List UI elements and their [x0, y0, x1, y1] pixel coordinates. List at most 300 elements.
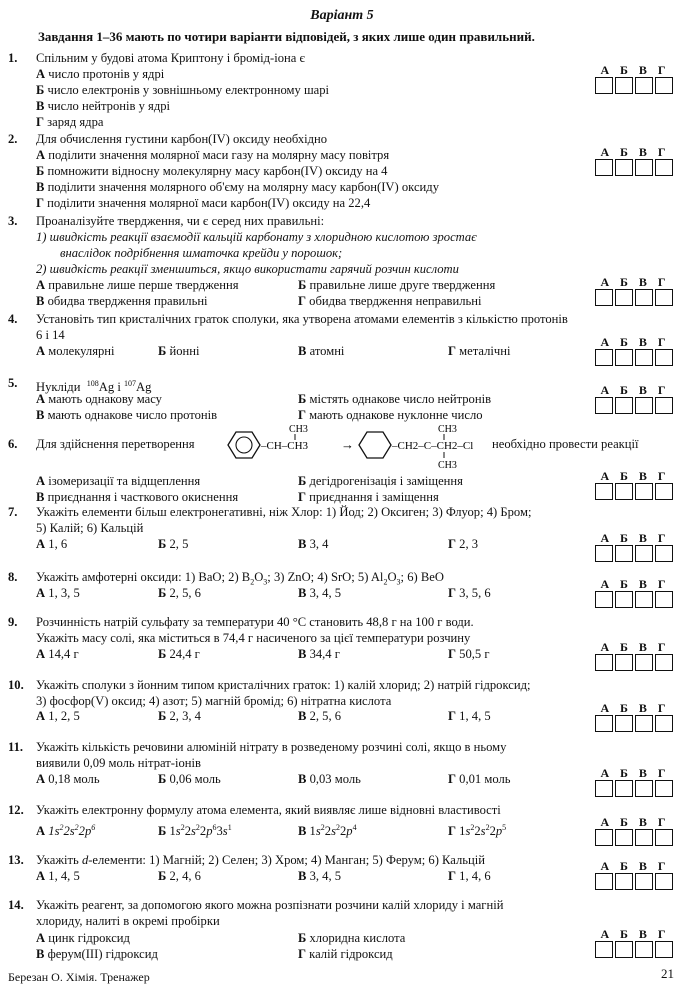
answer-box-a[interactable] — [595, 715, 613, 732]
answer-box-g[interactable] — [655, 873, 673, 890]
answer-box-b[interactable] — [615, 941, 633, 958]
answer-box-g[interactable] — [655, 483, 673, 500]
answer-box-b[interactable] — [615, 77, 633, 94]
option-b — [298, 474, 463, 490]
grid-letter: Б — [620, 766, 628, 780]
option-letter: Б — [36, 83, 45, 97]
option-text: 1, 3, 5 — [48, 586, 80, 600]
answer-box-v[interactable] — [635, 591, 653, 608]
option-b — [298, 931, 405, 947]
answer-box-b[interactable] — [615, 289, 633, 306]
question-number: 5. — [8, 376, 18, 390]
answer-grid-8 — [595, 578, 675, 608]
question-stem-cont: виявили 0,09 моль нітрат-іонів — [36, 756, 201, 770]
option-text: 0,18 моль — [48, 772, 100, 786]
element-symbol: Ag — [98, 380, 115, 395]
grid-letter: А — [600, 577, 610, 591]
option-v: В $1s^22s^22p^4$ — [298, 823, 357, 839]
option-g — [448, 586, 491, 602]
grid-letter: В — [638, 531, 647, 545]
answer-box-g[interactable] — [655, 715, 673, 732]
grid-letter: А — [600, 275, 610, 289]
option-g — [448, 344, 510, 360]
answer-grid-9 — [595, 641, 675, 671]
grid-letter: Г — [657, 531, 666, 545]
option-text: 3, 4, 5 — [309, 869, 342, 883]
option-letter: А — [36, 824, 46, 839]
option-text: хлоридна кислота — [309, 931, 406, 945]
grid-letter: В — [638, 63, 647, 77]
ch3-top-left: CH3 — [289, 424, 308, 435]
grid-letter: Г — [657, 469, 666, 483]
option-letter: В — [298, 709, 307, 723]
answer-box-v[interactable] — [635, 545, 653, 562]
grid-letter: В — [638, 766, 647, 780]
option-text: металічні — [459, 344, 511, 358]
option-v — [298, 772, 361, 788]
option-a — [36, 392, 162, 408]
grid-letter: Б — [620, 859, 628, 873]
option-letter: В — [298, 869, 307, 883]
answer-box-g[interactable] — [655, 654, 673, 671]
option-letter: А — [36, 392, 46, 406]
option-text: 0,06 моль — [169, 772, 221, 786]
answer-box-v[interactable] — [635, 829, 653, 846]
option-letter: Г — [36, 196, 45, 210]
option-letter: В — [298, 647, 307, 661]
option-g — [448, 647, 490, 663]
grid-letter: Г — [657, 640, 666, 654]
ch-chain-left: –CH–CH3 — [261, 440, 309, 452]
question-stem-cont: 3) фосфор(V) оксид; 4) азот; 5) магній бромід; 6) нітратна кислота — [36, 694, 392, 708]
option-text: 2, 5, 6 — [309, 709, 342, 723]
answer-box-b[interactable] — [615, 483, 633, 500]
option-text: число нейтронів у ядрі — [47, 99, 171, 113]
option-text: мають однакове число протонів — [47, 408, 218, 422]
question-number: 2. — [8, 132, 18, 146]
option-b — [36, 83, 329, 99]
answer-box-v[interactable] — [635, 780, 653, 797]
option-text: 2, 3, 4 — [169, 709, 201, 723]
option-letter: Б — [298, 931, 307, 945]
option-letter: В — [298, 586, 307, 600]
grid-letter: В — [638, 577, 647, 591]
option-text: поділити значення молярної маси карбон(IV) оксиду на 22,4 — [47, 196, 371, 210]
question-stem: Укажіть сполуки з йонним типом кристалічних граток: 1) калій хлорид; 2) натрій гідроксид; — [36, 678, 531, 692]
option-letter: В — [36, 99, 45, 113]
option-b — [158, 869, 201, 885]
option-g — [448, 709, 491, 725]
option-a — [36, 931, 130, 947]
answer-box-a[interactable] — [595, 483, 613, 500]
option-text: містять однакове число нейтронів — [309, 392, 492, 406]
option-text: 0,01 моль — [459, 772, 511, 786]
option-letter: Б — [158, 344, 167, 358]
option-letter: Б — [158, 824, 167, 839]
answer-box-b[interactable] — [615, 591, 633, 608]
question-number: 12. — [8, 803, 24, 817]
option-letter: В — [298, 344, 307, 358]
grid-letter: Г — [657, 63, 666, 77]
answer-box-g[interactable] — [655, 349, 673, 366]
answer-box-v[interactable] — [635, 941, 653, 958]
option-letter: В — [36, 490, 45, 504]
answer-box-b[interactable] — [615, 873, 633, 890]
option-text: мають однакове нуклонне число — [309, 408, 483, 422]
grid-letter: Б — [620, 335, 628, 349]
answer-box-a[interactable] — [595, 829, 613, 846]
question-stem: Розчинність натрій сульфату за температури 40 °С становить 48,8 г на 100 г води. — [36, 615, 474, 629]
option-text: 50,5 г — [459, 647, 490, 661]
answer-box-a[interactable] — [595, 289, 613, 306]
option-v — [36, 947, 158, 963]
option-text: правильне лише перше твердження — [48, 278, 239, 292]
answer-grid-3 — [595, 276, 675, 306]
variant-title: Варіант 5 — [310, 8, 374, 23]
grid-letter: В — [638, 275, 647, 289]
option-g — [448, 869, 491, 885]
answer-grid-13 — [595, 860, 675, 890]
option-letter: Г — [448, 537, 457, 551]
option-text: 24,4 г — [169, 647, 200, 661]
option-v — [298, 647, 340, 663]
answer-box-a[interactable] — [595, 545, 613, 562]
grid-letter: Г — [657, 701, 666, 715]
grid-letter: Б — [620, 275, 628, 289]
option-g — [36, 115, 103, 131]
answer-box-b[interactable] — [615, 397, 633, 414]
option-letter: Г — [448, 709, 457, 723]
question-stem: Укажіть кількість речовини алюміній нітрату в розведеному розчині солі, якщо в ньому — [36, 740, 507, 754]
grid-letter: Б — [620, 145, 628, 159]
answer-box-v[interactable] — [635, 77, 653, 94]
answer-box-a[interactable] — [595, 941, 613, 958]
option-letter: Б — [36, 164, 45, 178]
c-chain-right: –CH2–C–CH2–Cl — [392, 440, 474, 452]
option-v — [36, 490, 238, 506]
option-letter: Г — [448, 824, 457, 839]
answer-grid-4 — [595, 336, 675, 366]
answer-box-g[interactable] — [655, 545, 673, 562]
option-text: 1, 4, 5 — [48, 869, 80, 883]
option-text: правильне лише друге твердження — [309, 278, 496, 292]
question-stem: Укажіть елементи більш електронегативні, ніж Хлор: 1) Йод; 2) Оксиген; 3) Флуор; 4) Бром; — [36, 505, 532, 519]
option-a — [36, 67, 164, 83]
grid-letter: В — [638, 335, 647, 349]
option-letter: А — [36, 647, 46, 661]
option-g — [298, 294, 482, 310]
answer-box-b[interactable] — [615, 780, 633, 797]
option-b — [158, 772, 221, 788]
answer-box-a[interactable] — [595, 349, 613, 366]
grid-letter: Б — [620, 640, 628, 654]
question-number: 4. — [8, 312, 18, 326]
answer-box-v[interactable] — [635, 159, 653, 176]
option-g — [298, 490, 439, 506]
question-stem-end: необхідно провести реакції — [492, 437, 639, 451]
statement-2: 2) швидкість реакції зменшиться, якщо використати гарячий розчин кислоти — [36, 262, 459, 276]
option-a — [36, 772, 100, 788]
option-text: поділити значення молярної маси газу на молярну масу повітря — [48, 148, 390, 162]
answer-box-a[interactable] — [595, 780, 613, 797]
option-a — [36, 148, 389, 164]
instruction: Завдання 1–36 мають по чотири варіанти відповідей, з яких лише один правильний. — [38, 29, 535, 44]
option-b — [158, 586, 201, 602]
answer-box-g[interactable] — [655, 77, 673, 94]
answer-box-b[interactable] — [615, 654, 633, 671]
option-text: 3, 4, 5 — [309, 586, 342, 600]
answer-box-a[interactable] — [595, 397, 613, 414]
question-number: 1. — [8, 51, 18, 65]
option-v — [36, 99, 170, 115]
option-letter: Б — [298, 278, 307, 292]
option-text: 0,03 моль — [309, 772, 361, 786]
option-a — [36, 869, 80, 885]
grid-letter: Г — [657, 383, 666, 397]
option-g — [448, 772, 511, 788]
grid-letter: А — [600, 927, 610, 941]
answer-grid-10 — [595, 702, 675, 732]
answer-box-g[interactable] — [655, 159, 673, 176]
option-text: ферум(III) гідроксид — [47, 947, 158, 961]
option-b — [158, 709, 201, 725]
option-letter: В — [36, 180, 45, 194]
grid-letter: В — [638, 701, 647, 715]
grid-letter: В — [638, 640, 647, 654]
mass-number: 108 — [86, 379, 99, 388]
question-stem: Для здійснення перетворення — [36, 437, 195, 451]
grid-letter: Б — [620, 815, 628, 829]
grid-letter: Г — [657, 859, 666, 873]
grid-letter: А — [600, 335, 610, 349]
option-letter: В — [298, 772, 307, 786]
option-letter: А — [36, 344, 46, 358]
grid-letter: Г — [657, 145, 666, 159]
option-letter: Г — [298, 490, 307, 504]
answer-box-v[interactable] — [635, 349, 653, 366]
option-letter: Г — [448, 344, 457, 358]
option-letter: А — [36, 709, 46, 723]
answer-box-b[interactable] — [615, 349, 633, 366]
reaction-scheme — [216, 424, 486, 472]
question-number: 7. — [8, 505, 18, 519]
answer-box-g[interactable] — [655, 591, 673, 608]
grid-letter: А — [600, 815, 610, 829]
answer-grid-5 — [595, 384, 675, 414]
option-v — [298, 537, 328, 553]
question-stem: Спільним у будові атома Криптону і бромід-іона є — [36, 51, 305, 65]
question-stem: Укажіть електронну формулу атома елемента, який виявляє лише відновні властивості — [36, 803, 501, 817]
option-letter: Г — [448, 869, 457, 883]
answer-box-a[interactable] — [595, 591, 613, 608]
question-stem: Установіть тип кристалічних граток сполуки, яка утворена атомами елементів з кількістю протонів 6 і 14 — [36, 312, 568, 342]
option-text: обидва твердження неправильні — [309, 294, 482, 308]
answer-box-v[interactable] — [635, 483, 653, 500]
option-letter: Б — [158, 537, 167, 551]
question-number: 10. — [8, 678, 24, 692]
question-number: 8. — [8, 570, 18, 584]
grid-letter: А — [600, 766, 610, 780]
option-letter: В — [298, 537, 307, 551]
option-letter: В — [298, 824, 307, 839]
ch3-bottom-right: CH3 — [438, 460, 457, 471]
option-letter: Б — [298, 392, 307, 406]
option-text: йонні — [169, 344, 200, 358]
option-b: Б $1s^22s^22p^63s^1$ — [158, 823, 232, 839]
grid-letter: В — [638, 815, 647, 829]
option-b — [158, 344, 200, 360]
option-letter: Г — [298, 294, 307, 308]
option-letter: Г — [36, 115, 45, 129]
question-stem-cont: Укажіть масу солі, яка міститься в 74,4 г насиченого за цієї температури розчину — [36, 631, 471, 645]
option-b — [158, 537, 188, 553]
option-letter: Б — [158, 772, 167, 786]
option-g: Г $1s^22s^22p^5$ — [448, 823, 507, 839]
option-letter: В — [36, 294, 45, 308]
answer-box-g[interactable] — [655, 829, 673, 846]
statement-1-cont: внаслідок подрібнення шматочка крейди у порошок; — [60, 246, 343, 260]
answer-grid-12 — [595, 816, 675, 846]
question-stem: Проаналізуйте твердження, чи є серед них правильні: — [36, 214, 325, 228]
option-text: дегідрогенізація і заміщення — [309, 474, 463, 488]
grid-letter: А — [600, 383, 610, 397]
grid-letter: Г — [657, 577, 666, 591]
answer-grid-7 — [595, 532, 675, 562]
answer-box-b[interactable] — [615, 829, 633, 846]
answer-grid-11 — [595, 767, 675, 797]
grid-letter: А — [600, 640, 610, 654]
option-text: поділити значення молярного об'єму на молярну масу карбон(IV) оксиду — [47, 180, 440, 194]
option-text: число електронів у зовнішньому електронному шарі — [47, 83, 330, 97]
option-v — [36, 180, 439, 196]
grid-letter: А — [600, 469, 610, 483]
footer-credit: Березан О. Хімія. Тренажер — [8, 970, 150, 984]
option-b — [158, 647, 200, 663]
benzene-ring-icon — [228, 432, 260, 458]
answer-box-a[interactable] — [595, 77, 613, 94]
question-number: 13. — [8, 853, 24, 867]
option-letter: Г — [448, 647, 457, 661]
grid-letter: В — [638, 383, 647, 397]
option-text: ізомеризації та відщеплення — [48, 474, 201, 488]
option-v — [298, 344, 344, 360]
answer-box-g[interactable] — [655, 941, 673, 958]
option-v — [36, 408, 217, 424]
answer-box-a[interactable] — [595, 159, 613, 176]
answer-box-v[interactable] — [635, 873, 653, 890]
option-text: 1, 4, 6 — [459, 869, 491, 883]
answer-box-a[interactable] — [595, 873, 613, 890]
grid-letter: Б — [620, 63, 628, 77]
option-a — [36, 537, 67, 553]
option-a — [36, 474, 200, 490]
option-g — [448, 537, 478, 553]
option-letter: Б — [158, 869, 167, 883]
question-number: 9. — [8, 615, 18, 629]
answer-box-g[interactable] — [655, 397, 673, 414]
option-letter: А — [36, 931, 46, 945]
option-text: 3, 4 — [309, 537, 329, 551]
option-g — [298, 947, 393, 963]
answer-box-a[interactable] — [595, 654, 613, 671]
grid-letter: Б — [620, 927, 628, 941]
option-letter: Б — [298, 474, 307, 488]
answer-box-g[interactable] — [655, 289, 673, 306]
grid-letter: А — [600, 145, 610, 159]
option-text: заряд ядра — [47, 115, 104, 129]
question-number: 11. — [8, 740, 24, 754]
answer-box-b[interactable] — [615, 545, 633, 562]
ch3-top-right: CH3 — [438, 424, 457, 435]
answer-grid-2 — [595, 146, 675, 176]
stem-text: Нукліди — [36, 380, 81, 395]
option-letter: А — [36, 537, 46, 551]
option-g — [36, 196, 370, 212]
option-letter: А — [36, 67, 46, 81]
option-a — [36, 709, 80, 725]
grid-letter: В — [638, 859, 647, 873]
grid-letter: Б — [620, 531, 628, 545]
grid-letter: В — [638, 927, 647, 941]
option-letter: Б — [158, 586, 167, 600]
option-text: молекулярні — [48, 344, 115, 358]
answer-box-v[interactable] — [635, 654, 653, 671]
option-text: 2, 5, 6 — [169, 586, 201, 600]
option-b — [298, 392, 491, 408]
answer-box-b[interactable] — [615, 159, 633, 176]
grid-letter: Г — [657, 927, 666, 941]
option-a — [36, 586, 80, 602]
grid-letter: Б — [620, 469, 628, 483]
option-text: атомні — [309, 344, 345, 358]
answer-box-v[interactable] — [635, 715, 653, 732]
option-text: 14,4 г — [48, 647, 79, 661]
element-symbol: Ag — [135, 380, 152, 395]
cyclohexane-ring-icon — [359, 432, 391, 458]
question-stem: Укажіть амфотерні оксиди: 1) BaO; 2) $B_2O_3$; 3) ZnO; 4) SrO; 5) $Al_2O_3$; 6) BeO — [36, 570, 444, 587]
option-text: 34,4 г — [309, 647, 340, 661]
answer-box-v[interactable] — [635, 397, 653, 414]
option-letter: В — [36, 947, 45, 961]
option-text: 3, 5, 6 — [459, 586, 491, 600]
option-text: 1, 2, 5 — [48, 709, 80, 723]
question-number: 6. — [8, 437, 18, 451]
grid-letter: А — [600, 63, 610, 77]
grid-letter: Г — [657, 335, 666, 349]
option-text: приєднання і заміщення — [309, 490, 439, 504]
grid-letter: А — [600, 701, 610, 715]
option-letter: А — [36, 586, 46, 600]
grid-letter: А — [600, 859, 610, 873]
page-number: 21 — [661, 966, 674, 981]
grid-letter: Б — [620, 577, 628, 591]
option-letter: А — [36, 278, 46, 292]
option-text: приєднання і часткового окиснення — [47, 490, 239, 504]
option-a — [36, 344, 115, 360]
option-text: 1, 4, 5 — [459, 709, 491, 723]
question-stem: Для обчислення густини карбон(IV) оксиду необхідно — [36, 132, 328, 146]
option-text: число протонів у ядрі — [48, 67, 165, 81]
answer-box-g[interactable] — [655, 780, 673, 797]
option-text: обидва твердження правильні — [47, 294, 208, 308]
grid-letter: Г — [657, 275, 666, 289]
option-text: цинк гідроксид — [48, 931, 130, 945]
answer-box-b[interactable] — [615, 715, 633, 732]
answer-box-v[interactable] — [635, 289, 653, 306]
answer-grid-6 — [595, 470, 675, 500]
option-v — [298, 869, 341, 885]
grid-letter: Г — [657, 815, 666, 829]
